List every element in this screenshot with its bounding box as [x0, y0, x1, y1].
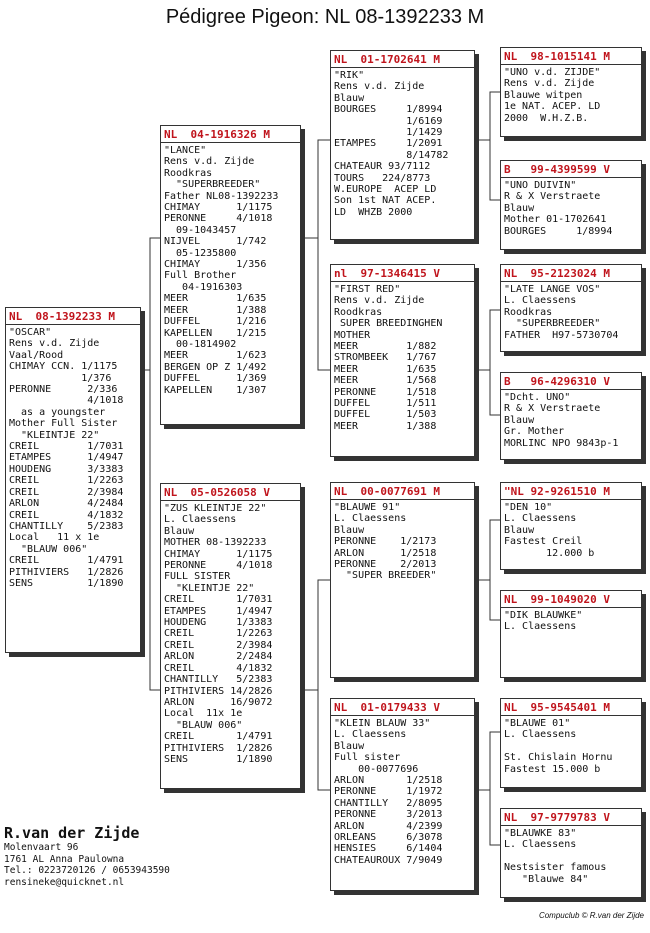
card-detail-line: Rens v.d. Zijde [164, 156, 255, 168]
card-detail-line: Blauw [504, 202, 535, 214]
card-detail-line: 05-1235800 [164, 247, 237, 259]
card-detail-line: Fastest 15.000 b [504, 763, 601, 775]
card-detail-line: CHIMAY 1/356 [164, 259, 267, 271]
card-details [334, 70, 471, 218]
ring-number: B 99-4399599 V [501, 163, 641, 178]
card-detail-line: PERONNE 4/1018 [164, 213, 273, 225]
ring-number: "NL 92-9261510 M [501, 485, 641, 500]
card-details [334, 284, 471, 432]
ring-number: NL 98-1015141 M [501, 50, 641, 65]
card-detail-line: CREIL 1/7031 [164, 594, 273, 606]
card-detail-line: FULL SISTER [164, 571, 231, 583]
card-detail-line: L. Claessens [164, 514, 237, 526]
card-detail-line: BOURGES 1/8994 [334, 104, 443, 116]
card-detail-line: "KLEINTJE 22" [164, 582, 255, 594]
card-detail-line: PERONNE 1/2173 [334, 536, 437, 548]
card-detail-line: Roodkras [504, 306, 553, 318]
pigeon-card-subject [5, 307, 141, 653]
card-detail-line: "SUPER BREEDER" [334, 570, 437, 582]
card-detail-line: Gr. Mother [504, 426, 565, 438]
card-detail-line: 1/1429 [334, 127, 443, 139]
card-detail-line: ARLON 16/9072 [164, 696, 273, 708]
card-detail-line: PERONNE 2/2013 [334, 559, 437, 571]
card-detail-line: Full sister [334, 752, 401, 764]
card-detail-line: 4/1018 [9, 395, 124, 407]
card-detail-line: DUFFEL 1/511 [334, 398, 437, 410]
card-detail-line: "SUPERBREEDER" [164, 179, 261, 191]
card-detail-line: "SUPERBREEDER" [504, 318, 601, 330]
card-detail-line: MEER 1/623 [164, 350, 267, 362]
card-detail-line: CHANTILLY 5/2383 [9, 520, 124, 532]
card-detail-line: ARLON 4/2484 [9, 498, 124, 510]
pigeon-card-mm-mother [500, 808, 642, 898]
card-detail-line: Blauw [504, 524, 535, 536]
card-detail-line: "DIK BLAUWKE" [504, 610, 583, 621]
pigeon-card-maternal-grandmother [330, 698, 475, 891]
card-detail-line: CHIMAY 1/1175 [164, 202, 273, 214]
card-detail-line: Vaal/Rood [9, 349, 64, 361]
card-details [504, 180, 638, 237]
card-detail-line: MOTHER 08-1392233 [164, 537, 267, 549]
card-detail-line: 2000 W.H.Z.B. [504, 112, 589, 124]
card-detail-line: R & X Verstraete [504, 403, 601, 415]
card-detail-line: PERONNE 2/336 [9, 384, 118, 396]
card-detail-line: CREIL 2/3984 [9, 486, 124, 498]
card-detail-line: SENS 1/1890 [9, 577, 124, 589]
card-details [504, 284, 638, 341]
pigeon-card-ff-mother [500, 160, 642, 250]
card-detail-line: ETAMPES 1/2091 [334, 138, 443, 150]
card-detail-line: Blauw [334, 92, 365, 104]
ring-number: NL 01-0179433 V [331, 701, 474, 716]
pigeon-card-father [160, 125, 301, 425]
card-detail-line: CREIL 1/4791 [164, 731, 273, 743]
card-detail-line: Mother 01-1702641 [504, 214, 607, 226]
copyright-credit: Compuclub © R.van der Zijde [538, 911, 644, 920]
card-detail-line: L. Claessens [334, 729, 407, 741]
card-detail-line: "FIRST RED" [334, 284, 401, 295]
card-detail-line: 12.000 b [504, 547, 595, 559]
card-detail-line: "KLEINTJE 22" [9, 429, 100, 441]
pigeon-card-mother [160, 483, 301, 789]
card-details [504, 828, 638, 885]
card-detail-line: Blauw [334, 524, 365, 536]
card-details [164, 503, 297, 765]
card-detail-line: HOUDENG 3/3383 [9, 463, 124, 475]
pigeon-card-fm-mother [500, 372, 642, 460]
card-detail-line: MORLINC NPO 9843p-1 [504, 437, 619, 449]
card-detail-line: "ZUS KLEINTJE 22" [164, 503, 267, 514]
pigeon-card-mm-father [500, 698, 642, 788]
ring-number: NL 01-1702641 M [331, 53, 474, 68]
card-detail-line: STROMBEEK 1/767 [334, 352, 437, 364]
card-detail-line: Mother Full Sister [9, 418, 118, 430]
owner-address-line: Molenvaart 96 [4, 842, 79, 853]
ring-number: NL 99-1049020 V [501, 593, 641, 608]
card-detail-line: MOTHER [334, 329, 371, 341]
card-detail-line: Blauw [504, 414, 535, 426]
card-detail-line: CHANTILLY 5/2383 [164, 674, 273, 686]
ring-number: NL 00-0077691 M [331, 485, 474, 500]
card-detail-line: CHATEAUROUX 7/9049 [334, 854, 443, 866]
card-detail-line: 1/376 [9, 372, 112, 384]
card-detail-line: ETAMPES 1/4947 [164, 605, 273, 617]
card-detail-line: CREIL 1/7031 [9, 441, 124, 453]
card-detail-line: PERONNE 1/518 [334, 386, 437, 398]
card-details [504, 502, 638, 559]
card-detail-line: PITHIVIERS 14/2826 [164, 685, 273, 697]
card-detail-line: BOURGES 1/8994 [504, 225, 613, 237]
card-detail-line: MEER 1/635 [164, 293, 267, 305]
pigeon-card-mf-father [500, 482, 642, 570]
card-detail-line: CREIL 2/3984 [164, 639, 273, 651]
card-detail-line: PERONNE 1/1972 [334, 786, 443, 798]
card-detail-line: "UNO v.d. ZIJDE" [504, 67, 601, 78]
card-detail-line: "LANCE" [164, 145, 207, 156]
ring-number: NL 97-9779783 V [501, 811, 641, 826]
card-detail-line: Blauw [164, 525, 195, 537]
card-detail-line: MEER 1/568 [334, 375, 437, 387]
card-detail-line: CREIL 1/2263 [164, 628, 273, 640]
card-detail-line: 1e NAT. ACEP. LD [504, 101, 601, 113]
page-title: Pédigree Pigeon: NL 08-1392233 M [165, 6, 485, 28]
card-detail-line: KAPELLEN 1/215 [164, 327, 267, 339]
card-detail-line: Blauwe witpen [504, 89, 583, 101]
pigeon-card-mf-mother [500, 590, 642, 678]
pigeon-card-fm-father [500, 264, 642, 352]
card-detail-line: Roodkras [334, 306, 383, 318]
card-detail-line: "BLAUWE 91" [334, 502, 401, 513]
ring-number: NL 95-2123024 M [501, 267, 641, 282]
ring-number: NL 04-1916326 M [161, 128, 300, 143]
card-detail-line: Full Brother [164, 270, 237, 282]
card-detail-line: ARLON 1/2518 [334, 547, 437, 559]
card-detail-line: Fastest Creil [504, 536, 583, 548]
card-detail-line: NIJVEL 1/742 [164, 236, 267, 248]
card-detail-line: MEER 1/635 [334, 363, 437, 375]
card-detail-line: KAPELLEN 1/307 [164, 384, 267, 396]
card-detail-line: Nestsister famous [504, 862, 607, 874]
ring-number: nl 97-1346415 V [331, 267, 474, 282]
card-detail-line: Rens v.d. Zijde [9, 338, 100, 350]
card-detail-line: LD WHZB 2000 [334, 206, 413, 218]
card-details [334, 718, 471, 866]
card-detail-line: FATHER H97-5730704 [504, 329, 619, 341]
card-detail-line: PITHIVIERS 1/2826 [9, 566, 124, 578]
card-detail-line: CREIL 4/1832 [164, 662, 273, 674]
card-detail-line: DUFFEL 1/216 [164, 316, 267, 328]
card-detail-line: "Blauwe 84" [504, 873, 589, 885]
card-detail-line: TOURS 224/8773 [334, 172, 431, 184]
pigeon-card-ff-father [500, 47, 642, 137]
card-detail-line: 00-0077696 [334, 763, 419, 775]
card-detail-line: CREIL 1/4791 [9, 555, 124, 567]
card-detail-line: St. Chislain Hornu [504, 752, 613, 764]
card-detail-line: HOUDENG 1/3383 [164, 617, 273, 629]
card-detail-line: 04-1916303 [164, 281, 243, 293]
card-detail-line: SENS 1/1890 [164, 753, 273, 765]
card-detail-line: as a youngster [9, 406, 106, 418]
card-details [504, 392, 638, 449]
card-detail-line: L. Claessens [504, 513, 577, 525]
card-detail-line [504, 741, 638, 752]
card-detail-line: Rens v.d. Zijde [334, 295, 425, 307]
owner-address-line: 1761 AL Anna Paulowna [4, 853, 125, 865]
card-detail-line: CHANTILLY 2/8095 [334, 797, 443, 809]
card-detail-line: 09-1043457 [164, 224, 237, 236]
card-detail-line: MEER 1/882 [334, 341, 437, 353]
card-detail-line: CHIMAY CCN. 1/1175 [9, 361, 118, 373]
card-detail-line: ORLEANS 6/3078 [334, 832, 443, 844]
card-detail-line: L. Claessens [504, 729, 577, 741]
card-detail-line: L. Claessens [504, 839, 577, 851]
owner-name: R.van der Zijde [4, 824, 140, 842]
ring-number: B 96-4296310 V [501, 375, 641, 390]
card-detail-line: CHATEAUR 93/7112 [334, 161, 431, 173]
card-detail-line: "UNO DUIVIN" [504, 180, 577, 191]
pigeon-card-paternal-grandfather [330, 50, 475, 240]
owner-info [4, 824, 170, 888]
card-detail-line: 00-1814902 [164, 338, 237, 350]
card-detail-line: Son 1st NAT ACEP. [334, 195, 437, 207]
card-detail-line: L. Claessens [504, 295, 577, 307]
card-detail-line: HENSIES 6/1404 [334, 843, 443, 855]
ring-number: NL 08-1392233 M [6, 310, 140, 325]
card-detail-line: MEER 1/388 [164, 304, 267, 316]
card-detail-line: MEER 1/388 [334, 420, 437, 432]
card-detail-line: ARLON 2/2484 [164, 651, 273, 663]
card-detail-line: Rens v.d. Zijde [504, 78, 595, 90]
card-detail-line: L. Claessens [334, 513, 407, 525]
card-detail-line: "RIK" [334, 70, 365, 81]
card-detail-line: PERONNE 3/2013 [334, 809, 443, 821]
card-detail-line: "BLAUW 006" [164, 719, 243, 731]
card-detail-line: Father NL08-1392233 [164, 190, 279, 202]
card-detail-line: DUFFEL 1/503 [334, 409, 437, 421]
card-detail-line: "OSCAR" [9, 327, 52, 338]
card-detail-line: "DEN 10" [504, 502, 553, 513]
card-detail-line: PITHIVIERS 1/2826 [164, 742, 273, 754]
card-detail-line: ARLON 4/2399 [334, 820, 443, 832]
owner-phone: Tel.: 0223720126 / 0653943590 [4, 865, 170, 876]
card-detail-line [504, 851, 638, 862]
card-details [504, 610, 638, 633]
ring-number: NL 95-9545401 M [501, 701, 641, 716]
card-detail-line: "KLEIN BLAUW 33" [334, 718, 431, 729]
pigeon-card-maternal-grandfather [330, 482, 475, 678]
card-detail-line: CHIMAY 1/1175 [164, 548, 273, 560]
card-detail-line: W.EUROPE ACEP LD [334, 184, 437, 196]
card-detail-line: ETAMPES 1/4947 [9, 452, 124, 464]
pigeon-card-paternal-grandmother [330, 264, 475, 457]
card-detail-line: 8/14782 [334, 149, 449, 161]
card-detail-line: SUPER BREEDINGHEN [334, 318, 443, 330]
card-detail-line: R & X Verstraete [504, 191, 601, 203]
card-detail-line: "Dcht. UNO" [504, 392, 571, 403]
owner-email: rensineke@quicknet.nl [4, 876, 125, 888]
ring-number: NL 05-0526058 V [161, 486, 300, 501]
card-detail-line: Blauw [334, 740, 365, 752]
card-detail-line: 1/6169 [334, 115, 443, 127]
card-detail-line: ARLON 1/2518 [334, 775, 443, 787]
card-detail-line: "BLAUWE 01" [504, 718, 571, 729]
card-details [504, 718, 638, 775]
card-detail-line: "BLAUW 006" [9, 543, 88, 555]
card-detail-line: "LATE LANGE VOS" [504, 284, 601, 295]
card-detail-line: Rens v.d. Zijde [334, 81, 425, 93]
card-detail-line: PERONNE 4/1018 [164, 560, 273, 572]
card-details [334, 502, 471, 582]
card-detail-line: DUFFEL 1/369 [164, 373, 267, 385]
card-detail-line: "BLAUWKE 83" [504, 828, 577, 839]
card-detail-line: CREIL 4/1832 [9, 509, 124, 521]
card-detail-line: Local 11x 1e [164, 708, 243, 720]
card-details [9, 327, 137, 589]
card-detail-line: CREIL 1/2263 [9, 475, 124, 487]
card-details [164, 145, 297, 396]
card-detail-line: L. Claessens [504, 621, 577, 633]
card-detail-line: BERGEN OP Z 1/492 [164, 361, 267, 373]
card-detail-line: Roodkras [164, 167, 213, 179]
card-details [504, 67, 638, 124]
card-detail-line: Local 11 x 1e [9, 532, 100, 544]
